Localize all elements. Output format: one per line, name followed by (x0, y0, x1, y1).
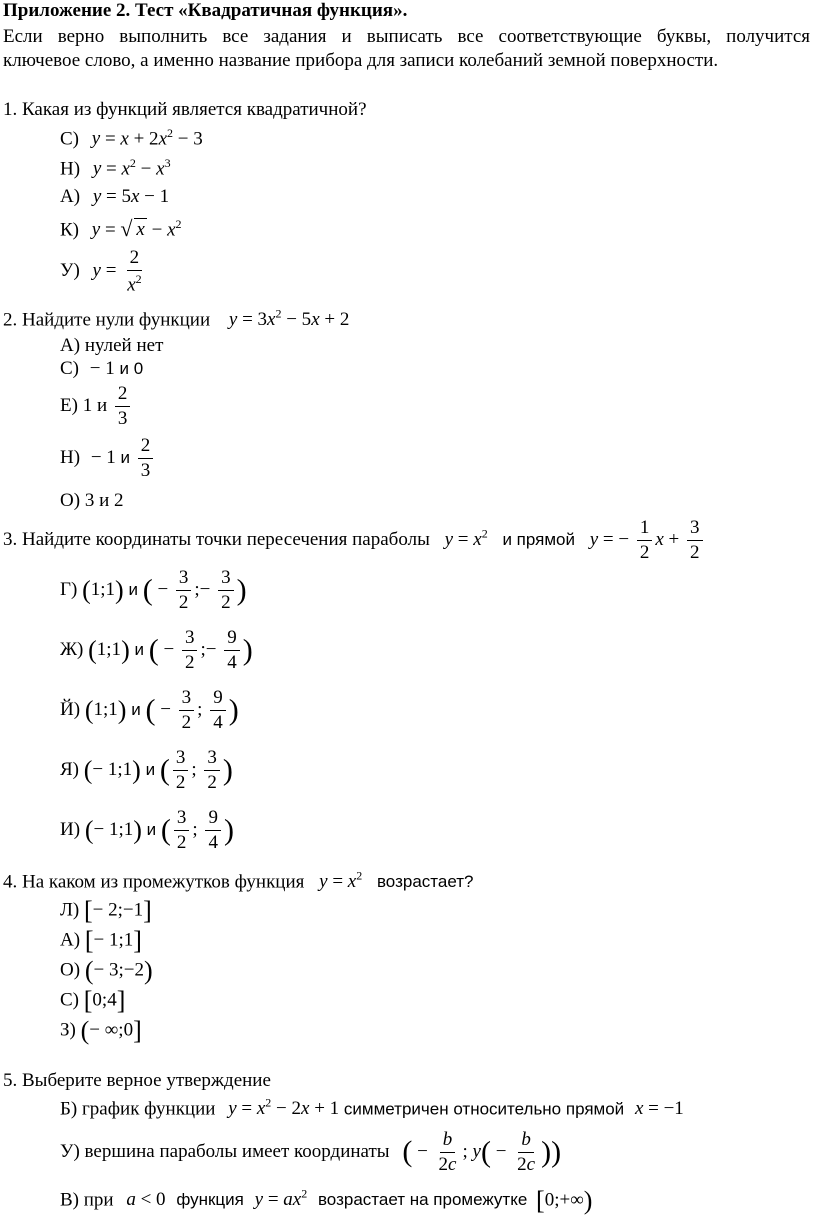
q1-option-a: А) y = 5x − 1 (60, 186, 170, 207)
q1-option-k-letter: К) (60, 219, 79, 241)
q3-option-ya: Я) (− 1;1) и ( $\frac{3}{2}$ ; $\frac{3}{2}$ ) (60, 747, 233, 793)
q2-option-a: А) нулей нет (60, 335, 164, 356)
q1-option-n: Н) $y = x^2 - x^3$ (60, 156, 171, 180)
q1-option-n-letter: Н) (60, 158, 81, 180)
q5-option-u: У) вершина параболы имеет координаты ( − $\frac{b}{2c}$ ; y( − $\frac{b}{2c}$ )) (60, 1129, 562, 1175)
page-title: Приложение 2. Тест «Квадратичная функция». (3, 0, 408, 21)
intro-line-1: Если верно выполнить все задания и выписать все соответствующие буквы, получится (3, 26, 810, 47)
intro-line-2: ключевое слово, а именно название прибора для записи колебаний земной поверхности. (3, 50, 719, 71)
q4-tail: возрастает? (376, 872, 474, 892)
q2-option-e: Е) 1 и $\frac{2}{3}$ (60, 384, 133, 429)
q3-and-line: и прямой (502, 529, 575, 549)
q5-option-v: В) при a < 0 функция $y = ax^2$ возрастает на промежутке [0;+∞) (60, 1186, 593, 1215)
q1-option-k: К) y = √ $x - x^2$ (60, 216, 182, 242)
q4-option-l: Л) [− 2;−1] (60, 896, 152, 925)
q3-option-i: И) (− 1;1) и ( $\frac{3}{2}$ ; $\frac{9}{4}$ ) (60, 807, 234, 853)
q4-row (3, 869, 473, 893)
q2-option-s: С) − 1 и 0 (60, 358, 144, 379)
q2-text: 2. Найдите нули функции (3, 309, 211, 331)
q4-option-s: С) [0;4] (60, 986, 126, 1015)
q1-option-u-letter: У) (60, 259, 80, 281)
q1-option-s: С) $y = x + 2x^2 - 3$ (60, 126, 203, 150)
q5-option-b: Б) график функции $y = x^2 - 2x + 1$ симметричен относительно прямой x = −1 (60, 1096, 684, 1120)
q2-option-o: О) 3 и 2 (60, 490, 124, 511)
q1-option-u: У) y = $\frac{2}{x^2}$ (60, 247, 142, 296)
formula-text-mirror (0, 0, 1, 1)
q1-text: 1. Какая из функций является квадратичной? (3, 99, 367, 120)
q3-text: 3. Найдите координаты точки пересечения параболы (3, 528, 430, 550)
q3-option-zh: Ж) (1;1) и ( − $\frac{3}{2}$ ;− $\frac{9}{4}$ ) (60, 627, 253, 673)
q3-option-g: Г) (1;1) и ( − $\frac{3}{2}$ ;− $\frac{3}{2}$ ) (60, 567, 247, 613)
q3-parabola: $y = x^2$ (444, 526, 488, 550)
q2-formula: $y = 3x^2 - 5x + 2$ (228, 307, 350, 331)
q5-text: 5. Выберите верное утверждение (3, 1070, 271, 1091)
q3-option-j: Й) (1;1) и ( − $\frac{3}{2}$ ; $\frac{9}{4}$ ) (60, 687, 239, 733)
q1-option-a-letter: А) (60, 186, 81, 207)
q4-formula: $y = x^2$ (319, 869, 363, 893)
q4-text: 4. На каком из промежутков функция (3, 871, 305, 893)
q1-option-s-formula: y (91, 128, 101, 150)
q3-row (3, 518, 706, 563)
q4-option-z: З) (− ∞;0] (60, 1016, 142, 1045)
q2-row (3, 307, 349, 331)
q3-line: y = − $\frac{1}{2}$ x + $\frac{3}{2}$ (590, 529, 706, 550)
q4-option-o: О) (− 3;−2) (60, 956, 153, 985)
q4-option-a: А) [− 1;1] (60, 926, 142, 955)
q1-option-s-letter: С) (60, 128, 79, 150)
q2-option-n: Н) − 1 и $\frac{2}{3}$ (60, 436, 156, 481)
